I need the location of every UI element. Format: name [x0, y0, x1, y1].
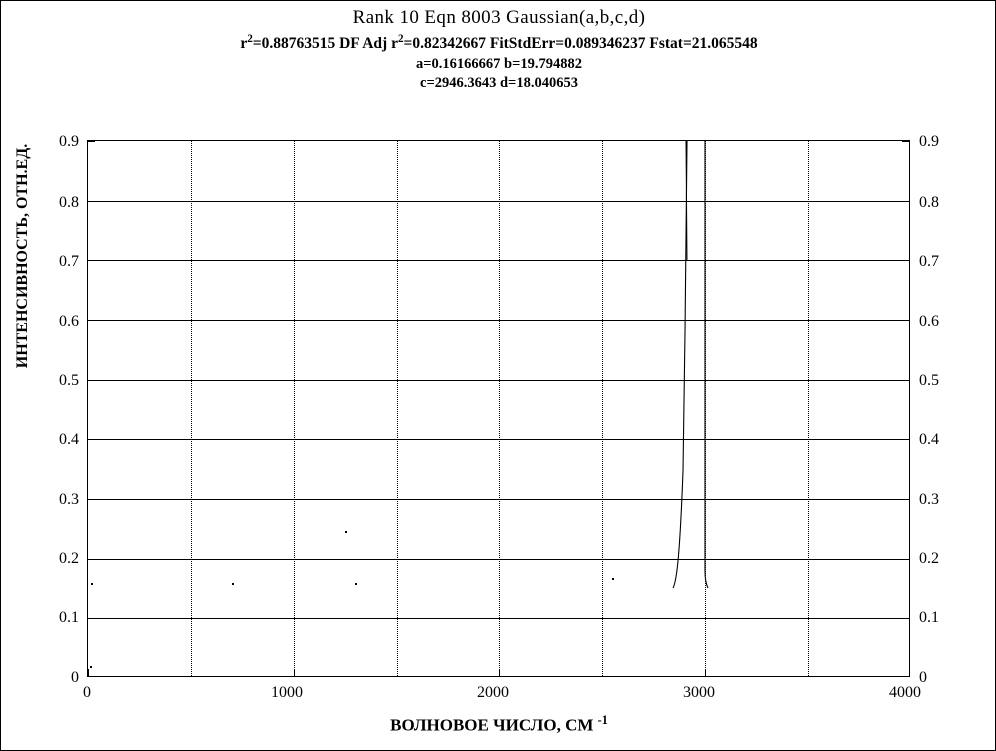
y-tick-label-right-9: 0.9 [919, 133, 939, 150]
fit-curve [673, 141, 687, 588]
data-trace-vertical [705, 141, 708, 588]
stats-exponent-2: 2 [397, 33, 404, 45]
x-tick-label-4: 4000 [889, 684, 921, 701]
plot-inner [88, 141, 909, 676]
y-tick-label-right-4: 0.4 [919, 431, 939, 448]
chart-title: Rank 10 Eqn 8003 Gaussian(a,b,c,d) [352, 7, 646, 28]
chart-stats-line [1, 33, 996, 53]
chart-title-block [1, 7, 996, 94]
fit-curve-overlay [88, 141, 909, 676]
y-tick-label-right-6: 0.6 [919, 313, 939, 330]
x-axis-label [1, 713, 996, 736]
y-tick-label-right-2: 0.2 [919, 550, 939, 567]
y-tick-label-left-6: 0.6 [59, 313, 79, 330]
plot-area[interactable] [87, 140, 910, 677]
chart-params-line-1: a=0.16166667 b=19.794882 [416, 56, 582, 73]
stats-mid-text: =0.88763515 DF Adj r [252, 35, 398, 53]
y-tick-label-left-8: 0.8 [59, 194, 79, 211]
y-tick-label-left-5: 0.5 [59, 372, 79, 389]
chart-params-line-2: c=2946.3643 d=18.040653 [420, 75, 578, 92]
y-tick-label-left-4: 0.4 [59, 431, 79, 448]
y-axis-label-left: ИНТЕНСИВНОСТЬ, ОТН.ЕД. [14, 143, 31, 369]
x-axis-label-exponent: -1 [597, 713, 608, 727]
x-tick-label-2: 2000 [477, 684, 509, 701]
y-tick-label-right-3: 0.3 [919, 491, 939, 508]
y-tick-label-right-7: 0.7 [919, 253, 939, 270]
x-tick-label-0: 0 [83, 684, 91, 701]
x-tick-label-1: 1000 [271, 684, 303, 701]
y-tick-label-left-3: 0.3 [59, 491, 79, 508]
y-tick-label-left-0: 0 [71, 669, 79, 686]
y-tick-label-left-1: 0.1 [59, 609, 79, 626]
y-tick-label-right-5: 0.5 [919, 372, 939, 389]
y-tick-label-left-2: 0.2 [59, 550, 79, 567]
x-tick-label-3: 3000 [683, 684, 715, 701]
y-tick-label-right-1: 0.1 [919, 609, 939, 626]
y-tick-label-left-9: 0.9 [59, 133, 79, 150]
x-axis-label-text: ВОЛНОВОЕ ЧИСЛО, СМ [390, 715, 598, 735]
stats-tail-text: =0.82342667 FitStdErr=0.089346237 Fstat=21.065548 [403, 35, 758, 53]
stats-exponent-1: 2 [247, 33, 253, 45]
y-tick-label-right-8: 0.8 [919, 194, 939, 211]
y-tick-label-right-0: 0 [919, 669, 927, 686]
stats-r-symbol: r [240, 35, 248, 53]
y-tick-label-left-7: 0.7 [59, 253, 79, 270]
